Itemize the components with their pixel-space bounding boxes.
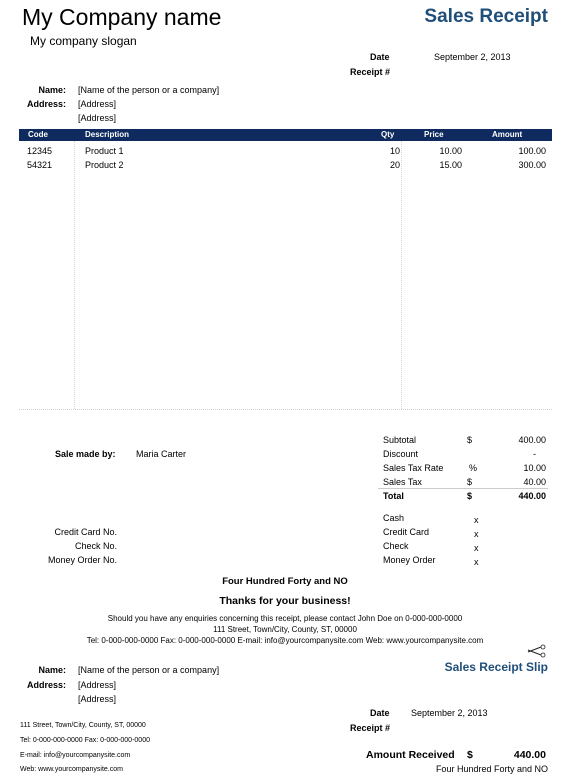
col-description-header: Description	[85, 130, 130, 139]
row-code: 54321	[27, 160, 53, 170]
sales-tax-label: Sales Tax	[383, 477, 422, 487]
company-contact: Tel: 0-000-000-0000 Fax: 0-000-000-0000 E-mail: info@yourcompanysite.com Web: www.yourcompanysite.com	[86, 636, 484, 645]
slip-name-value: [Name of the person or a company]	[78, 665, 220, 675]
sales-tax-value: 40.00	[523, 477, 546, 487]
slip-receipt-number-label: Receipt #	[350, 723, 391, 733]
customer-name-value: [Name of the person or a company]	[78, 85, 220, 95]
money-order-checkbox[interactable]: x	[474, 557, 479, 567]
money-order-number-label: Money Order No.	[47, 555, 117, 565]
row-description: Product 2	[85, 160, 124, 170]
subtotal-currency: $	[467, 435, 473, 445]
grid-line	[74, 141, 75, 409]
slip-address-label: Address:	[26, 680, 66, 690]
slip-title: Sales Receipt Slip	[444, 660, 548, 674]
amount-received-label: Amount Received	[366, 749, 455, 761]
row-description: Product 1	[85, 146, 124, 156]
date-label: Date	[370, 52, 390, 62]
slip-company-street: 111 Street, Town/City, County, ST, 00000	[20, 722, 146, 729]
subtotal-value: 400.00	[518, 435, 546, 445]
slip-date-value: September 2, 2013	[411, 708, 488, 718]
row-amount: 100.00	[518, 146, 546, 156]
total-currency: $	[467, 491, 473, 501]
payment-method-check: Check	[383, 541, 409, 551]
total-label: Total	[383, 491, 404, 501]
discount-label: Discount	[383, 449, 419, 459]
slip-company-web: Web: www.yourcompanysite.com	[20, 766, 123, 773]
row-qty: 20	[389, 160, 400, 170]
grid-line	[401, 141, 402, 409]
enquiries-note: Should you have any enquiries concerning this receipt, please contact John Doe on 0-000-000-0000	[107, 614, 463, 623]
check-checkbox[interactable]: x	[474, 543, 479, 553]
amount-in-words: Four Hundred Forty and NO	[222, 576, 348, 587]
row-code: 12345	[27, 146, 53, 156]
discount-value: -	[533, 449, 536, 459]
receipt-number-label: Receipt #	[350, 67, 391, 77]
customer-name-label: Name:	[38, 85, 66, 95]
col-code-header: Code	[28, 130, 48, 139]
payment-method-cash: Cash	[383, 513, 405, 523]
company-name: My Company name	[22, 4, 222, 30]
amount-received-currency: $	[467, 749, 473, 761]
col-price-header: Price	[424, 130, 444, 139]
slip-address-line-2: [Address]	[78, 694, 117, 704]
check-number-label: Check No.	[74, 541, 117, 551]
payment-method-credit-card: Credit Card	[383, 527, 430, 537]
total-value: 440.00	[518, 491, 546, 501]
date-value: September 2, 2013	[434, 52, 511, 62]
total-separator	[378, 488, 548, 489]
subtotal-label: Subtotal	[383, 435, 417, 445]
col-amount-header: Amount	[492, 130, 523, 139]
amount-received-value: 440.00	[513, 749, 546, 761]
slip-company-tel: Tel: 0-000-000-0000 Fax: 0-000-000-0000	[20, 737, 150, 744]
sale-made-by-label: Sale made by:	[55, 449, 116, 459]
table-bottom-line	[19, 409, 552, 410]
slip-amount-in-words: Four Hundred Forty and NO	[435, 764, 548, 774]
scissors-icon	[527, 644, 547, 660]
company-street: 111 Street, Town/City, County, ST, 00000	[213, 625, 357, 634]
receipt-title: Sales Receipt	[424, 6, 548, 27]
thanks-message: Thanks for your business!	[219, 595, 351, 607]
row-qty: 10	[389, 146, 400, 156]
row-price: 15.00	[439, 160, 462, 170]
credit-card-checkbox[interactable]: x	[474, 529, 479, 539]
items-table-header	[19, 129, 552, 141]
customer-address-line-1: [Address]	[78, 99, 117, 109]
slip-date-label: Date	[370, 708, 390, 718]
sale-made-by-value: Maria Carter	[136, 449, 187, 459]
payment-method-money-order: Money Order	[383, 555, 436, 565]
tax-rate-label: Sales Tax Rate	[383, 463, 444, 473]
tax-rate-value: 10.00	[523, 463, 546, 473]
cash-checkbox[interactable]: x	[474, 515, 479, 525]
customer-address-label: Address:	[26, 99, 66, 109]
slip-address-line-1: [Address]	[78, 680, 117, 690]
tax-rate-percent: %	[469, 463, 478, 473]
row-price: 10.00	[439, 146, 462, 156]
customer-address-line-2: [Address]	[78, 113, 117, 123]
row-amount: 300.00	[518, 160, 546, 170]
col-qty-header: Qty	[381, 130, 395, 139]
slip-name-label: Name:	[38, 665, 66, 675]
credit-card-number-label: Credit Card No.	[54, 527, 117, 537]
company-slogan: My company slogan	[30, 34, 137, 48]
slip-company-email: E-mail: info@yourcompanysite.com	[20, 752, 131, 759]
sales-tax-currency: $	[467, 477, 473, 487]
